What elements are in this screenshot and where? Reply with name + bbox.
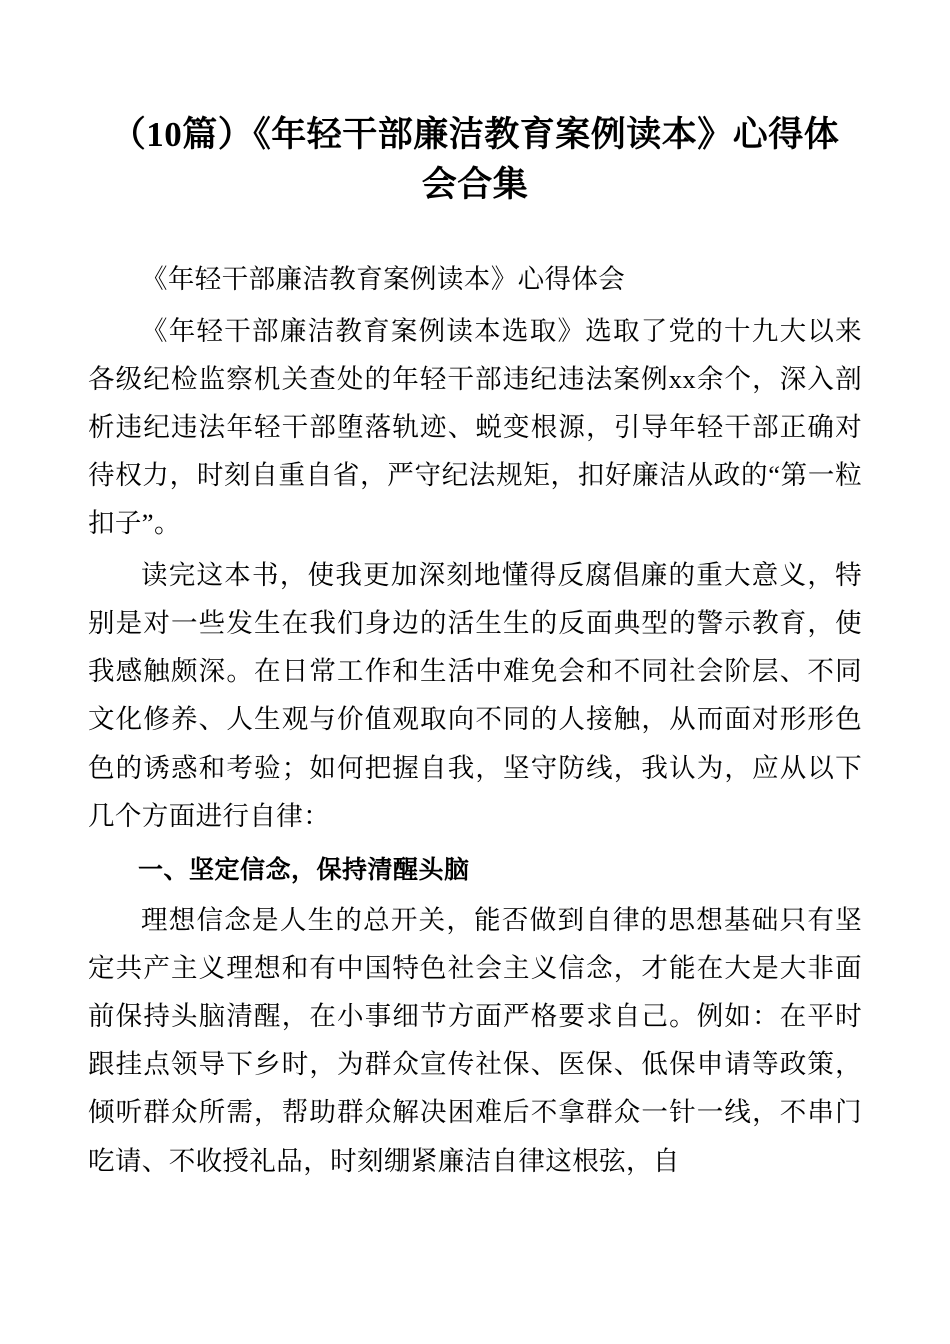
document-subtitle: 《年轻干部廉洁教育案例读本》心得体会	[141, 264, 626, 295]
paragraph-1: 《年轻干部廉洁教育案例读本选取》选取了党的十九大以来各级纪检监察机关查处的年轻干部违纪违法案例xx余个，深入剖析违纪违法年轻干部堕落轨迹、蜕变根源，引导年轻干部正确对待权力，时刻自重自省，严守纪法规矩，扣好廉洁从政的“第一粒扣子”。	[88, 315, 862, 539]
page-title: （10篇）《年轻干部廉洁教育案例读本》心得体会合集	[110, 115, 840, 204]
paragraph-2: 读完这本书，使我更加深刻地懂得反腐倡廉的重大意义，特别是对一些发生在我们身边的活生生的反面典型的警示教育，使我感触颇深。在日常工作和生活中难免会和不同社会阶层、不同文化修养、人生观与价值观取向不同的人接触，从而面对形形色色的诱惑和考验；如何把握自我，坚守防线，我认为，应从以下几个方面进行自律：	[88, 559, 862, 831]
paragraph-3: 理想信念是人生的总开关，能否做到自律的思想基础只有坚定共产主义理想和有中国特色社会主义信念，才能在大是大非面前保持头脑清醒，在小事细节方面严格要求自己。例如：在平时跟挂点领导下乡时，为群众宣传社保、医保、低保申请等政策，倾听群众所需，帮助群众解决困难后不拿群众一针一线，不串门吃请、不收授礼品，时刻绷紧廉洁自律这根弦，自	[88, 904, 862, 1176]
section-1-heading: 一、坚定信念，保持清醒头脑	[138, 855, 470, 884]
